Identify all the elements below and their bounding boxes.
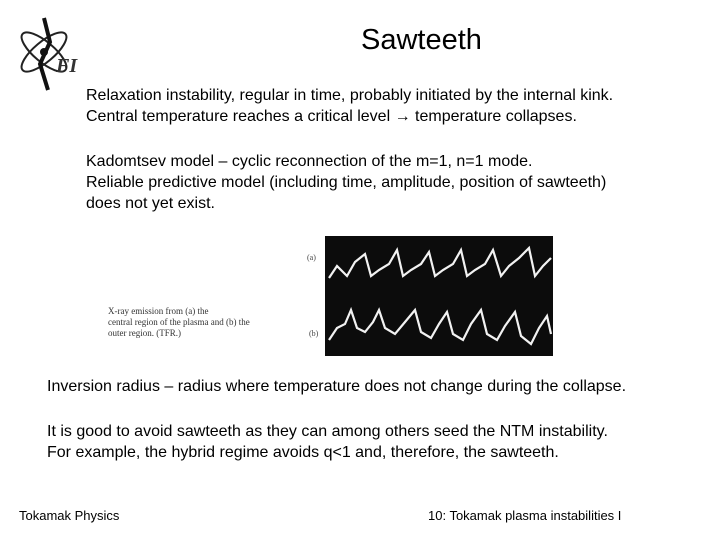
paragraph-line: Central temperature reaches a critical level → temperature collapses. bbox=[86, 108, 577, 125]
footer-course: Tokamak Physics bbox=[19, 508, 120, 523]
paragraph-line: Relaxation instability, regular in time, probably initiated by the internal kink. bbox=[86, 87, 614, 104]
slide-title: Sawteeth bbox=[361, 24, 482, 56]
paragraph-inversion-radius bbox=[47, 376, 626, 397]
paragraph-line: It is good to avoid sawteeth as they can among others seed the NTM instability. bbox=[47, 423, 608, 440]
paragraph-line: Inversion radius – radius where temperature does not change during the collapse. bbox=[47, 378, 627, 395]
figure-caption bbox=[108, 306, 308, 354]
caption-line: central region of the plasma and (b) the bbox=[108, 317, 250, 327]
caption-line: outer region. (TFR.) bbox=[108, 328, 181, 338]
svg-text:FI: FI bbox=[56, 55, 78, 77]
figure-label-a: (a) bbox=[307, 253, 316, 262]
paragraph-line: Kadomtsev model – cyclic reconnection of the m=1, n=1 mode. bbox=[86, 153, 533, 170]
footer-lecture: 10: Tokamak plasma instabilities I bbox=[428, 508, 622, 523]
caption-line: X-ray emission from (a) the bbox=[108, 306, 209, 316]
institute-logo-icon bbox=[10, 12, 100, 94]
paragraph-line: For example, the hybrid regime avoids q<1 and, therefore, the sawteeth. bbox=[47, 444, 559, 461]
paragraph-line: Reliable predictive model (including time, amplitude, position of sawteeth) bbox=[86, 174, 607, 191]
paragraph-avoid-sawteeth bbox=[47, 421, 608, 463]
trace-b-outer bbox=[329, 310, 551, 344]
xray-sawtooth-figure bbox=[325, 236, 553, 356]
paragraph-line: does not yet exist. bbox=[86, 195, 215, 212]
figure-label-b: (b) bbox=[309, 329, 319, 338]
paragraph-kadomtsev bbox=[86, 151, 606, 214]
paragraph-relaxation bbox=[86, 85, 613, 127]
trace-a-central bbox=[329, 248, 551, 278]
